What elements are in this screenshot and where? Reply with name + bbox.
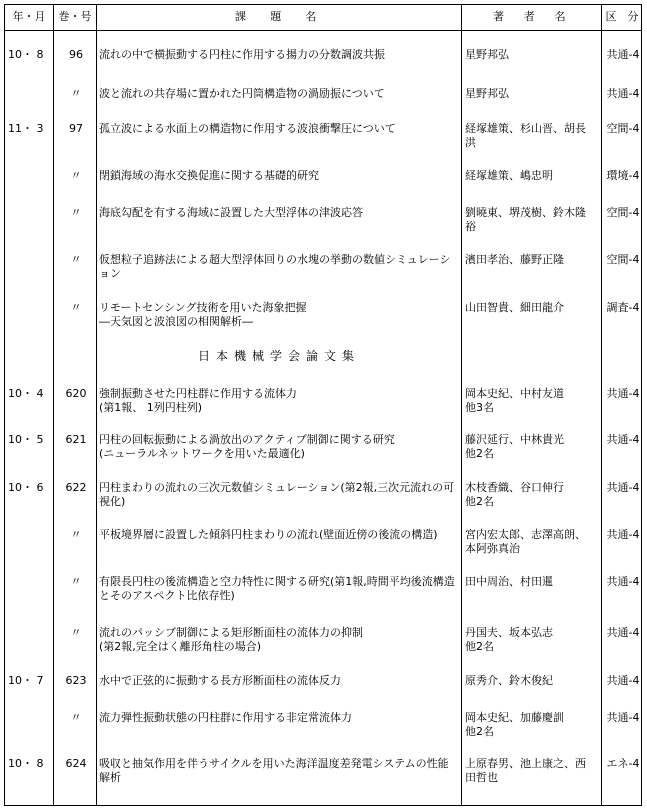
row-category: 調査-4	[606, 301, 640, 314]
row-authors: 経塚雄策、杉山晋、胡長洪	[465, 122, 586, 149]
row-authors: 藤沢延行、中林貴光 他2名	[465, 433, 564, 460]
row-category: 空間-4	[606, 206, 640, 219]
row-title: 吸収と抽気作用を伴うサイクルを用いた海洋温度差発電システムの性能解析	[99, 757, 449, 784]
row-title: 水中で正弦的に振動する長方形断面柱の流体反力	[99, 674, 341, 687]
row-title: 平板境界層に設置した傾斜円柱まわりの流れ(壁面近傍の後流の構造)	[99, 528, 438, 541]
header-author: 著 者 名	[493, 10, 570, 23]
row-category: 共通-4	[606, 433, 640, 446]
row-category: 環境-4	[606, 169, 640, 182]
row-title: 海底勾配を有する海域に設置した大型浮体の津波応答	[99, 206, 363, 219]
row-date: 10・ 5	[8, 433, 44, 446]
row-date: 10・ 8	[8, 757, 44, 770]
row-authors: 経塚雄策、嶋忠明	[465, 169, 553, 182]
section-title: 日本機械学会論文集	[197, 349, 360, 363]
row-category: 共通-4	[606, 528, 640, 541]
row-date: 10・ 8	[8, 48, 44, 61]
row-volume-number: 97	[69, 122, 83, 135]
row-title: 強制振動させた円柱群に作用する流体力 (第1報、 1列円柱列)	[99, 387, 297, 414]
row-volume-number: 〃	[70, 626, 82, 639]
row-title: 仮想粒子追跡法による超大型浮体回りの水塊の挙動の数値シミュレーション	[99, 253, 451, 280]
column-divider	[601, 4, 602, 806]
row-volume-number: 〃	[70, 206, 82, 219]
column-divider	[96, 4, 97, 806]
row-authors: 木枝香織、谷口伸行 他2名	[465, 481, 564, 508]
row-authors: 上原春男、池上康之、西田哲也	[465, 757, 586, 784]
row-authors: 原秀介、鈴木俊紀	[465, 674, 553, 687]
header-number: 巻・号	[58, 10, 92, 23]
row-title: 流れの中で横振動する円柱に作用する揚力の分数調波共振	[99, 48, 385, 61]
row-volume-number: 〃	[70, 301, 82, 314]
header-title: 課 題 名	[235, 10, 323, 23]
row-volume-number: 621	[65, 433, 87, 446]
row-volume-number: 〃	[70, 253, 82, 266]
row-volume-number: 622	[65, 481, 87, 494]
row-category: 共通-4	[606, 674, 640, 687]
row-volume-number: 623	[65, 674, 87, 687]
row-title: 円柱まわりの流れの三次元数値シミュレーション(第2報,三次元流れの可視化)	[99, 481, 455, 508]
row-category: エネ-4	[606, 757, 640, 770]
header-divider	[4, 30, 642, 31]
row-volume-number: 〃	[70, 528, 82, 541]
row-category: 共通-4	[606, 575, 640, 588]
row-volume-number: 〃	[70, 575, 82, 588]
row-category: 共通-4	[606, 87, 640, 100]
row-authors: 岡本史紀、中村友道 他3名	[465, 387, 564, 414]
row-authors: 宮内宏太郎、志澤高朗、本阿弥真治	[465, 528, 586, 555]
header-category: 区 分	[605, 10, 639, 23]
header-date: 年・月	[12, 10, 46, 23]
row-authors: 濱田孝治、藤野正隆	[465, 253, 564, 266]
row-title: 有限長円柱の後流構造と空力特性に関する研究(第1報,時間平均後流構造とそのアスペクト比依存性)	[99, 575, 455, 602]
row-date: 10・ 7	[8, 674, 44, 687]
row-date: 10・ 6	[8, 481, 44, 494]
row-category: 共通-4	[606, 387, 640, 400]
row-volume-number: 624	[65, 757, 87, 770]
row-authors: 劉曉東、堺茂樹、鈴木隆裕	[465, 206, 586, 233]
row-title: 流力弾性振動状態の円柱群に作用する非定常流体力	[99, 711, 352, 724]
row-volume-number: 〃	[70, 87, 82, 100]
row-date: 10・ 4	[8, 387, 44, 400]
row-category: 空間-4	[606, 122, 640, 135]
row-authors: 田中周治、村田暹	[465, 575, 553, 588]
row-authors: 山田智貴、細田龍介	[465, 301, 564, 314]
row-volume-number: 96	[69, 48, 83, 61]
row-volume-number: 〃	[70, 711, 82, 724]
row-date: 11・ 3	[8, 122, 44, 135]
row-authors: 星野邦弘	[465, 87, 509, 100]
row-category: 共通-4	[606, 711, 640, 724]
row-authors: 星野邦弘	[465, 48, 509, 61]
row-title: 波と流れの共存場に置かれた円筒構造物の渦励振について	[99, 87, 385, 100]
row-volume-number: 620	[65, 387, 87, 400]
row-title: 流れのパッシブ制御による矩形断面柱の流体力の抑制 (第2報,完全はく離形角柱の場合)	[99, 626, 363, 653]
column-divider	[461, 4, 462, 806]
row-title: 孤立波による水面上の構造物に作用する波浪衝撃圧について	[99, 122, 396, 135]
row-volume-number: 〃	[70, 169, 82, 182]
row-authors: 岡本史紀、加藤慶訓 他2名	[465, 711, 564, 738]
row-title: リモートセンシング技術を用いた海象把握 ―天気図と波浪図の相関解析―	[99, 301, 307, 328]
row-category: 共通-4	[606, 481, 640, 494]
row-category: 共通-4	[606, 48, 640, 61]
row-title: 円柱の回転振動による渦放出のアクティブ制御に関する研究 (ニューラルネットワークを用いた最適化)	[99, 433, 395, 460]
row-category: 共通-4	[606, 626, 640, 639]
row-title: 閉鎖海域の海水交換促進に関する基礎的研究	[99, 169, 319, 182]
row-category: 空間-4	[606, 253, 640, 266]
row-authors: 丹国夫、坂本弘志 他2名	[465, 626, 553, 653]
